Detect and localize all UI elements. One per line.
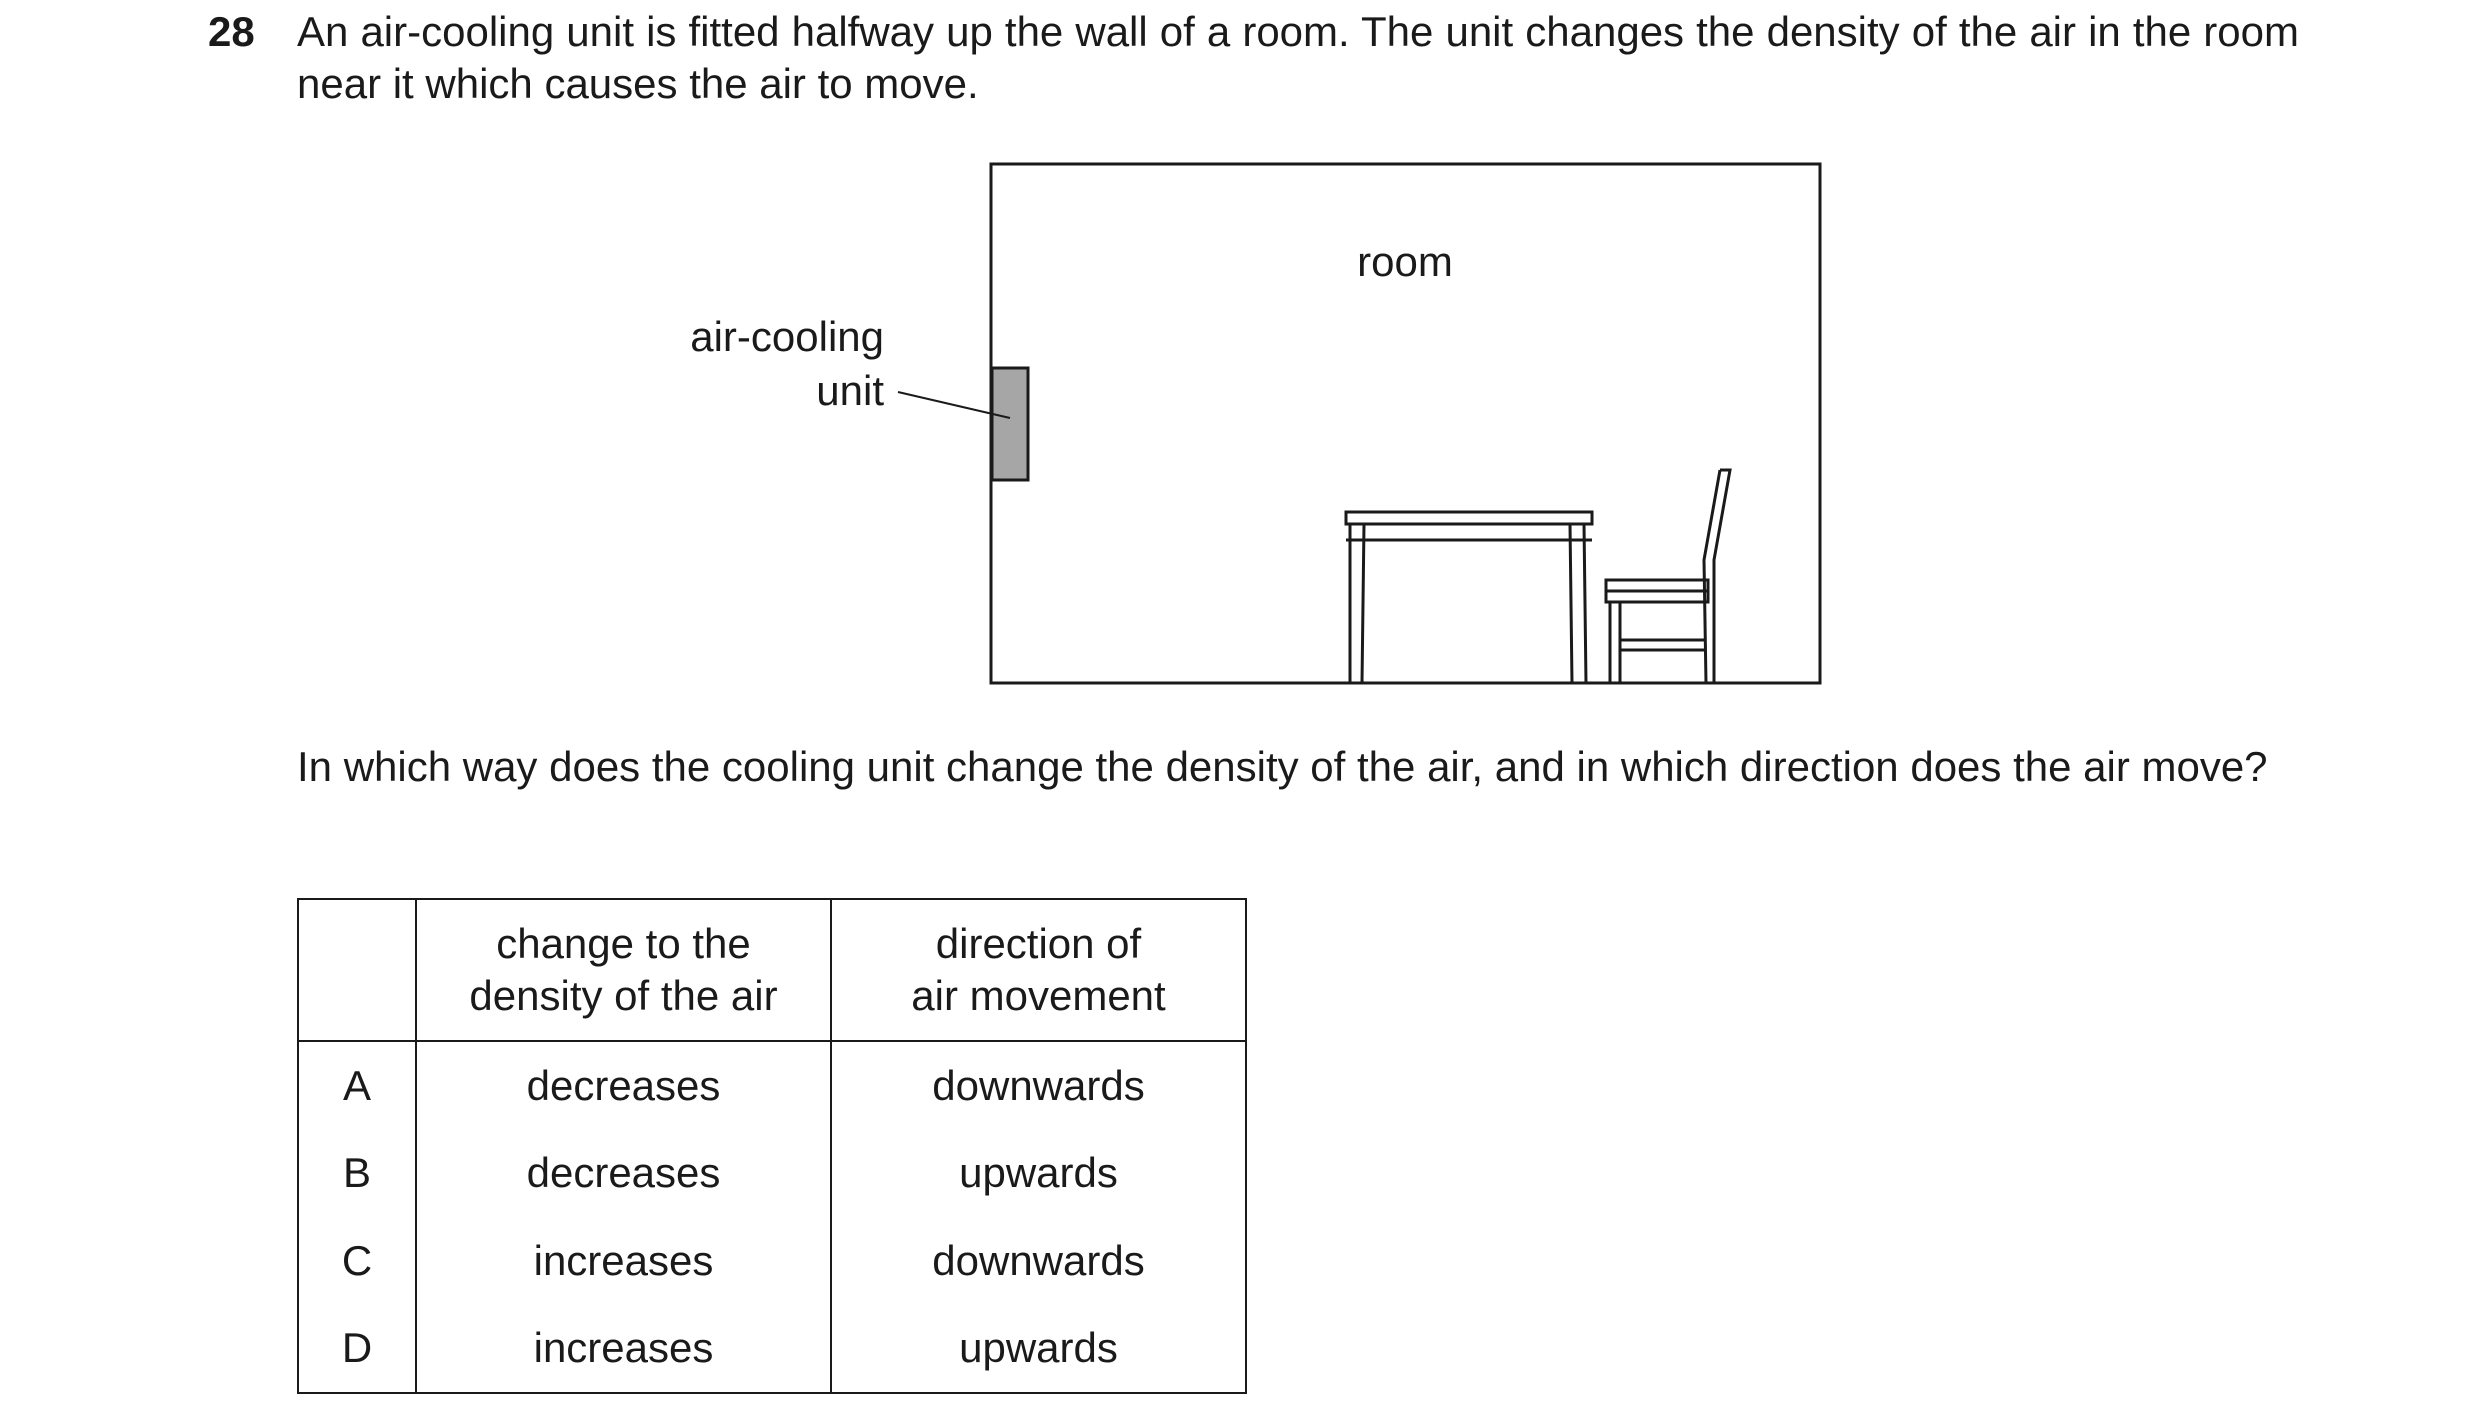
option-direction: downwards [831,1041,1246,1130]
option-density: decreases [416,1130,831,1218]
option-density: increases [416,1305,831,1394]
header-letter-cell [298,899,416,1041]
header-direction-line2: air movement [911,972,1166,1019]
header-density-line2: density of the air [469,972,778,1019]
table-furniture [1346,512,1592,683]
option-direction: upwards [831,1305,1246,1394]
table-header-row [298,899,1246,1041]
table-row [298,1130,1246,1218]
option-letter: C [298,1217,416,1305]
option-direction: upwards [831,1130,1246,1218]
table-row [298,1217,1246,1305]
header-density [416,899,831,1041]
room-label: room [1357,238,1453,285]
option-direction: downwards [831,1217,1246,1305]
option-letter: A [298,1041,416,1130]
question-number: 28 [208,8,255,55]
option-letter: D [298,1305,416,1394]
table-row [298,1041,1246,1130]
header-density-line1: change to the [496,920,751,967]
unit-label-line2: unit [816,367,884,414]
air-cooling-unit [992,368,1028,480]
unit-label-line1: air-cooling [690,313,884,360]
answer-options-table [297,898,1247,1394]
chair [1606,470,1730,683]
table-row [298,1305,1246,1394]
option-density: increases [416,1217,831,1305]
header-direction-line1: direction of [935,920,1142,967]
question-prompt: In which way does the cooling unit change the density of the air, and in which direction does the air move? [297,743,2268,790]
option-density: decreases [416,1041,831,1130]
header-direction [831,899,1246,1041]
option-letter: B [298,1130,416,1218]
question-stem: An air-cooling unit is fitted halfway up the wall of a room. The unit changes the density of the air in the room near it which causes the air to move. [297,8,2299,107]
